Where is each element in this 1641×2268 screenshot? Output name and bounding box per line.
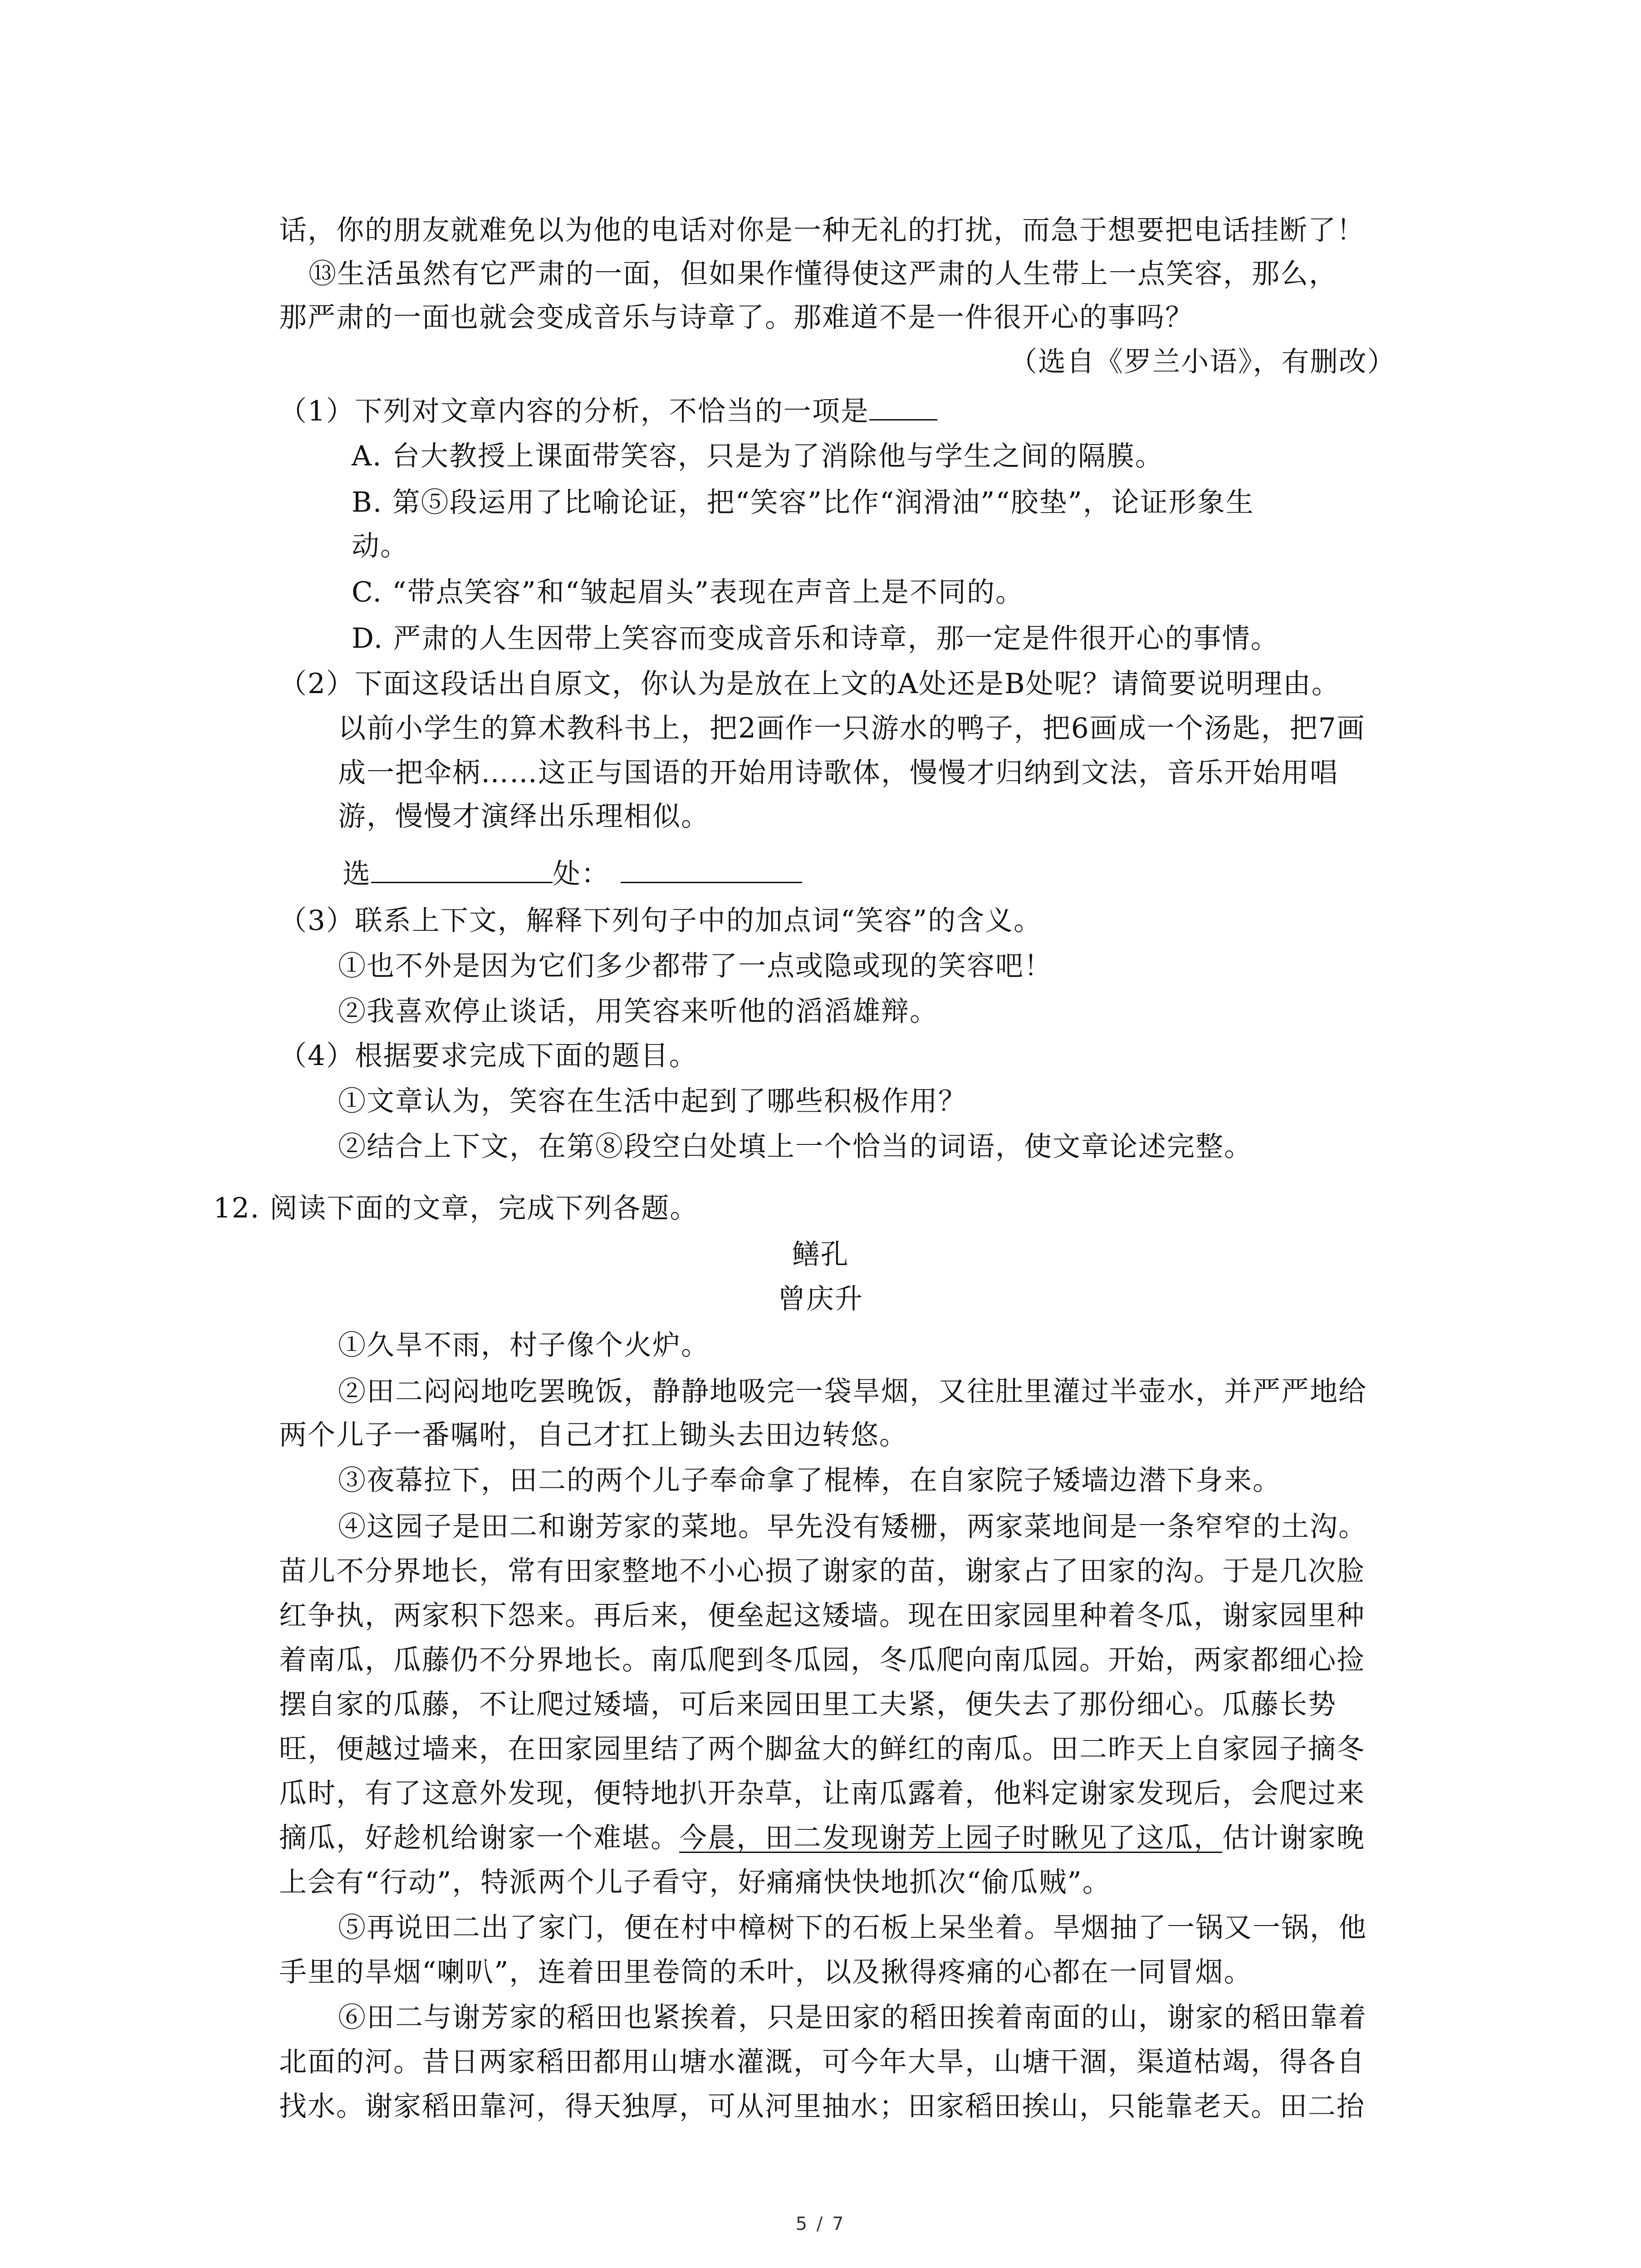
paragraph-line: ⑤再说田二出了家门，便在村中樟树下的石板上呆坐着。旱烟抽了一锅又一锅，他 bbox=[338, 1911, 1367, 1944]
paragraph-line: 找水。谢家稻田靠河，得天独厚，可从河里抽水；田家稻田挨山，只能靠老天。田二抬 bbox=[279, 2090, 1366, 2122]
paragraph-line: 两个儿子一番嘱咐，自己才扛上锄头去田边转悠。 bbox=[279, 1419, 908, 1451]
sentence: ②结合上下文，在第⑧段空白处填上一个恰当的词语，使文章论述完整。 bbox=[338, 1130, 1253, 1163]
paragraph-line: 着南瓜，瓜藤仍不分界地长。南瓜爬到冬瓜园，冬瓜爬向南瓜园。开始，两家都细心捡 bbox=[279, 1644, 1366, 1676]
paragraph-line: 北面的河。昔日两家稻田都用山塘水灌溉，可今年大旱，山塘干涸，渠道枯竭，得各自 bbox=[279, 2046, 1366, 2078]
quote-line: 以前小学生的算术教科书上，把2画作一只游水的鸭子，把6画成一个汤匙，把7画 bbox=[338, 712, 1366, 744]
paragraph-line: ①久旱不雨，村子像个火炉。 bbox=[338, 1329, 710, 1361]
question-3-stem: （3）联系上下文，解释下列句子中的加点词“笑容”的含义。 bbox=[279, 904, 1043, 937]
question-12-stem: 12. 阅读下面的文章，完成下列各题。 bbox=[213, 1192, 699, 1224]
option-d: D. 严肃的人生因带上笑容而变成音乐和诗章，那一定是件很开心的事情。 bbox=[352, 622, 1279, 655]
answer-blank[interactable] bbox=[869, 394, 937, 420]
paragraph-line: ⑬生活虽然有它严肃的一面，但如果作懂得使这严肃的人生带上一点笑容，那么， bbox=[309, 258, 1338, 290]
article-author: 曾庆升 bbox=[777, 1283, 863, 1315]
paragraph-line: 手里的旱烟“喇叭”，连着田里卷筒的禾叶，以及揪得疼痛的心都在一同冒烟。 bbox=[279, 1956, 1253, 1988]
paragraph-line: ③夜幕拉下，田二的两个儿子奉命拿了棍棒，在自家院子矮墙边潜下身来。 bbox=[338, 1464, 1282, 1496]
option-a: A. 台大教授上课面带笑容，只是为了消除他与学生之间的隔膜。 bbox=[352, 440, 1164, 472]
paragraph-line: 苗儿不分界地长，常有田家整地不小心损了谢家的苗，谢家占了田家的沟。于是几次脸 bbox=[279, 1555, 1366, 1587]
paragraph-line: ②田二闷闷地吃罢晚饭，静静地吸完一袋旱烟，又往肚里灌过半壶水，并严严地给 bbox=[338, 1375, 1367, 1408]
answer-line: 选 处： bbox=[343, 856, 802, 890]
paragraph-line: 摘瓜，好趁机给谢家一个难堪。今晨，田二发现谢芳上园子时瞅见了这瓜，估计谢家晚 bbox=[279, 1822, 1366, 1854]
option-b: B. 第⑤段运用了比喻论证，把“笑容”比作“润滑油”“胶垫”，论证形象生 bbox=[352, 486, 1254, 518]
sentence: ①文章认为，笑容在生活中起到了哪些积极作用？ bbox=[338, 1085, 967, 1117]
paragraph-line: 旺，便越过墙来，在田家园里结了两个脚盆大的鲜红的南瓜。田二昨天上自家园子摘冬 bbox=[279, 1733, 1366, 1765]
paragraph-line: 红争执，两家积下怨来。再后来，便垒起这矮墙。现在田家园里种着冬瓜，谢家园里种 bbox=[279, 1599, 1366, 1632]
answer-blank[interactable] bbox=[371, 856, 553, 883]
answer-blank[interactable] bbox=[621, 856, 802, 883]
paragraph-line: 那严肃的一面也就会变成音乐与诗章了。那难道不是一件很开心的事吗？ bbox=[279, 301, 1194, 333]
paragraph-line: 摆自家的瓜藤，不让爬过矮墙，可后来园田里工夫紧，便失去了那份细心。瓜藤长势 bbox=[279, 1688, 1337, 1721]
option-b-cont: 动。 bbox=[352, 530, 409, 562]
page-number: 5 / 7 bbox=[795, 2214, 846, 2234]
paragraph-line: 话，你的朋友就难免以为他的电话对你是一种无礼的打扰，而急于想要把电话挂断了！ bbox=[279, 214, 1366, 246]
sentence: ②我喜欢停止谈话，用笑容来听他的滔滔雄辩。 bbox=[338, 995, 939, 1027]
paragraph-line: ④这园子是田二和谢芳家的菜地。早先没有矮栅，两家菜地间是一条窄窄的土沟。 bbox=[338, 1510, 1367, 1543]
sentence: ①也不外是因为它们多少都带了一点或隐或现的笑容吧！ bbox=[338, 950, 1053, 982]
source-citation: （选自《罗兰小语》，有删改） bbox=[1009, 346, 1396, 378]
question-2-stem: （2）下面这段话出自原文，你认为是放在上文的A处还是B处呢？请简要说明理由。 bbox=[279, 668, 1340, 700]
quote-line: 游，慢慢才演绎出乐理相似。 bbox=[338, 800, 710, 832]
underlined-sentence: 今晨，田二发现谢芳上园子时瞅见了这瓜， bbox=[679, 1822, 1223, 1854]
paragraph-line: ⑥田二与谢芳家的稻田也紧挨着，只是田家的稻田挨着南面的山，谢家的稻田靠着 bbox=[338, 2001, 1367, 2033]
question-4-stem: （4）根据要求完成下面的题目。 bbox=[279, 1040, 698, 1072]
option-c: C. “带点笑容”和“皱起眉头”表现在声音上是不同的。 bbox=[352, 576, 1024, 608]
paragraph-line: 瓜时，有了这意外发现，便特地扒开杂草，让南瓜露着，他料定谢家发现后，会爬过来 bbox=[279, 1777, 1366, 1809]
quote-line: 成一把伞柄……这正与国语的开始用诗歌体，慢慢才归纳到文法，音乐开始用唱 bbox=[338, 757, 1339, 789]
paragraph-line: 上会有“行动”，特派两个儿子看守，好痛痛快快地抓次“偷瓜贼”。 bbox=[279, 1866, 1111, 1898]
question-1-stem: （1）下列对文章内容的分析，不恰当的一项是 bbox=[279, 394, 937, 428]
article-title: 鳝孔 bbox=[792, 1238, 849, 1271]
